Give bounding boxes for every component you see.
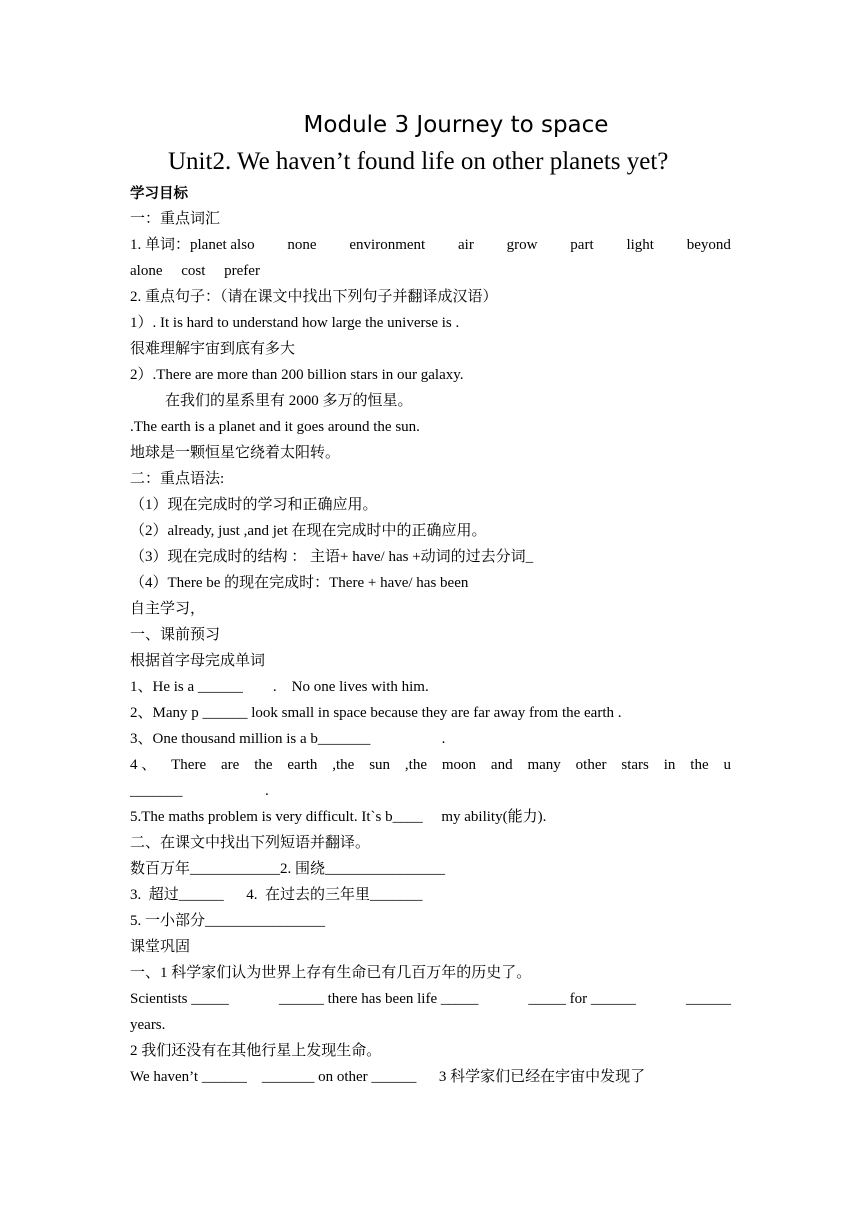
question-4-line-1 xyxy=(130,755,731,775)
objectives-heading: 学习目标 xyxy=(130,186,188,202)
word: none xyxy=(287,237,317,253)
q4-word: other xyxy=(575,757,607,773)
phrases-heading: 二、在课文中找出下列短语并翻译。 xyxy=(130,835,371,851)
word-list-line-1 xyxy=(130,235,731,255)
word-list-line-2 xyxy=(130,261,260,281)
preview-instruction: 根据首字母完成单词 xyxy=(130,653,266,669)
unit-title: Unit2. We haven’t found life on other planets yet? xyxy=(168,148,669,175)
preview-heading: 一、课前预习 xyxy=(130,627,221,643)
q4-word: many xyxy=(527,757,561,773)
q4-word: sun xyxy=(369,757,391,773)
q4-word: in xyxy=(663,757,676,773)
question-3: 3、One thousand million is a b_______ . xyxy=(130,731,446,747)
word: environment xyxy=(349,237,426,253)
grammar-point-2: （2）already, just ,and jet 在现在完成时中的正确应用。 xyxy=(130,523,487,539)
consolidation-1-cn: 一、1 科学家们认为世界上存有生命已有几百万年的历史了。 xyxy=(130,965,532,981)
consolidation-2-cn: 2 我们还没有在其他行星上发现生命。 xyxy=(130,1043,382,1059)
grammar-point-4: （4）There be 的现在完成时：There + have/ has been xyxy=(130,575,469,591)
question-5: 5.The maths problem is very difficult. It`s b____ my ability(能力). xyxy=(130,809,547,825)
sentence-1-cn: 很难理解宇宙到底有多大 xyxy=(130,341,296,357)
sentences-heading: 2. 重点句子：（请在课文中找出下列句子并翻译成汉语） xyxy=(130,289,498,305)
consolidation-2-en: We haven’t ______ _______ on other ______ 3 科学家们已经在宇宙中发现了 xyxy=(130,1069,646,1085)
question-2: 2、Many p ______ look small in space because they are far away from the earth . xyxy=(130,705,622,721)
module-title: Module 3 Journey to space xyxy=(303,112,609,138)
q4-word: and xyxy=(490,757,513,773)
grammar-point-1: （1）现在完成时的学习和正确应用。 xyxy=(130,497,378,513)
question-4-line-2: _______ . xyxy=(130,783,269,799)
q4-word: There xyxy=(171,757,207,773)
sentence-2-cn: 在我们的星系里有 2000 多万的恒星。 xyxy=(165,393,413,409)
q4-word: 4 、 xyxy=(130,757,157,773)
word: cost xyxy=(181,263,206,279)
word: air xyxy=(458,237,474,253)
word: alone xyxy=(130,263,163,279)
q4-word: ,the xyxy=(332,757,355,773)
vocab-heading: 一：重点词汇 xyxy=(130,211,221,227)
q4-word: ,the xyxy=(404,757,427,773)
word: part xyxy=(570,237,594,253)
sentence-3-en: .The earth is a planet and it goes around the sun. xyxy=(130,419,420,435)
word: light xyxy=(626,237,654,253)
c1-segment: ______ xyxy=(685,991,731,1007)
consolidation-heading: 课堂巩固 xyxy=(130,939,191,955)
words-label: 1. 单词：planet also xyxy=(130,237,255,253)
phrase-line-3: 5. 一小部分________________ xyxy=(130,913,326,929)
q4-word: earth xyxy=(287,757,318,773)
sentence-1-en: 1）. It is hard to understand how large the universe is . xyxy=(130,315,460,331)
consolidation-1-en-line-2: years. xyxy=(130,1017,166,1033)
grammar-point-3: （3）现在完成时的结构 ： 主语+ have/ has +动词的过去分词_ xyxy=(130,549,534,565)
word: beyond xyxy=(686,237,731,253)
sentence-3-cn: 地球是一颗恒星它绕着太阳转。 xyxy=(130,445,341,461)
c1-segment: Scientists _____ xyxy=(130,991,229,1007)
grammar-heading: 二：重点语法: xyxy=(130,471,225,487)
consolidation-1-en xyxy=(130,989,731,1009)
c1-segment: _____ for ______ xyxy=(528,991,636,1007)
question-1: 1、He is a ______ . No one lives with him. xyxy=(130,679,429,695)
c1-segment: ______ there has been life _____ xyxy=(278,991,479,1007)
phrase-line-2: 3. 超过______ 4. 在过去的三年里_______ xyxy=(130,887,423,903)
q4-word: u xyxy=(723,757,731,773)
word: grow xyxy=(506,237,538,253)
q4-word: stars xyxy=(621,757,649,773)
q4-word: are xyxy=(221,757,240,773)
sentence-2-en: 2）.There are more than 200 billion stars in our galaxy. xyxy=(130,367,464,383)
q4-word: moon xyxy=(441,757,477,773)
q4-word: the xyxy=(690,757,709,773)
self-study-heading: 自主学习， xyxy=(130,601,206,617)
word: prefer xyxy=(224,263,260,279)
q4-word: the xyxy=(254,757,273,773)
phrase-line-1: 数百万年____________2. 围绕________________ xyxy=(130,861,446,877)
